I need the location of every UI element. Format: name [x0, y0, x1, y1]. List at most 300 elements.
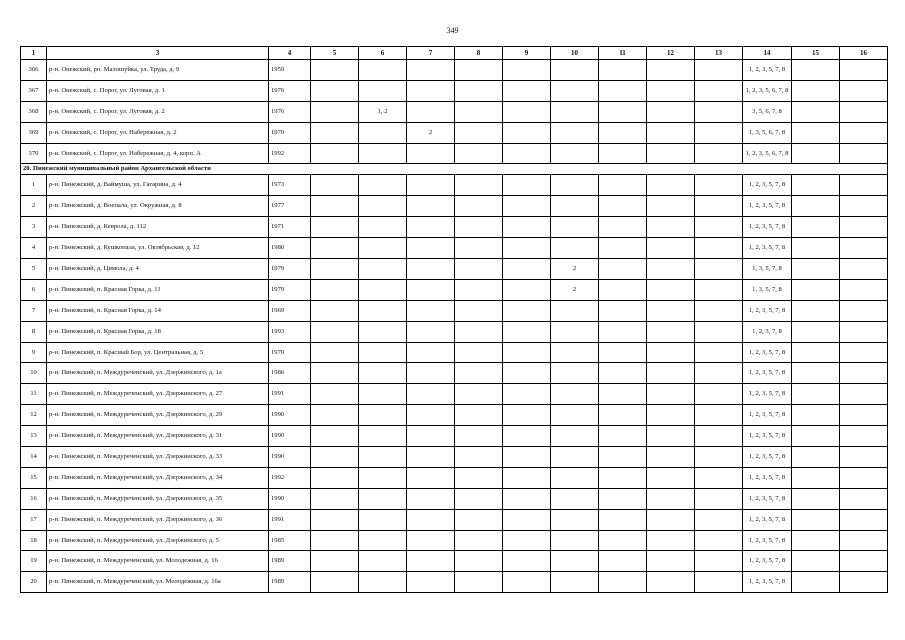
empty-cell [792, 426, 840, 447]
empty-cell [455, 196, 503, 217]
empty-cell [695, 426, 743, 447]
empty-cell [647, 122, 695, 143]
empty-cell [599, 426, 647, 447]
empty-cell [695, 363, 743, 384]
empty-cell [599, 447, 647, 468]
code-cell [551, 384, 599, 405]
code-cell [359, 122, 407, 143]
empty-cell [455, 384, 503, 405]
empty-cell [840, 572, 888, 593]
empty-cell [695, 551, 743, 572]
code-cell: 1, 2, 3, 5, 7, 8 [743, 447, 792, 468]
address-cell: р-н. Онежский, рп. Малошуйка, ул. Труда, д. 9 [47, 60, 269, 81]
empty-cell [455, 363, 503, 384]
empty-cell [792, 447, 840, 468]
code-cell: 1, 2, 3, 5, 7, 8 [743, 405, 792, 426]
address-cell: р-н. Пинежский, п. Междуреченский, ул. Молодежная, д. 16а [47, 572, 269, 593]
empty-cell [599, 488, 647, 509]
empty-cell [840, 384, 888, 405]
code-cell [359, 405, 407, 426]
empty-cell [840, 300, 888, 321]
year-cell: 1992 [269, 143, 311, 164]
code-cell [359, 467, 407, 488]
empty-cell [311, 572, 359, 593]
code-cell: 1, 2, 3, 5, 7, 8 [743, 530, 792, 551]
empty-cell [695, 238, 743, 259]
column-header: 13 [695, 47, 743, 60]
code-cell [359, 447, 407, 468]
address-cell: р-н. Пинежский, п. Междуреченский, ул. Дзержинского, д. 29 [47, 405, 269, 426]
table-row [21, 101, 888, 122]
empty-cell [792, 196, 840, 217]
empty-cell [840, 60, 888, 81]
empty-cell [647, 467, 695, 488]
empty-cell [599, 363, 647, 384]
code-cell: 1, 2, 3, 5, 7, 8 [743, 467, 792, 488]
year-cell: 1990 [269, 426, 311, 447]
column-header: 12 [647, 47, 695, 60]
empty-cell [455, 217, 503, 238]
empty-cell [455, 405, 503, 426]
empty-cell [840, 530, 888, 551]
code-cell [551, 509, 599, 530]
code-cell: 1, 2, 3, 5, 7, 8 [743, 488, 792, 509]
code-cell: 1, 2, 3, 5, 7, 8 [743, 60, 792, 81]
code-cell [551, 572, 599, 593]
empty-cell [840, 488, 888, 509]
empty-cell [599, 551, 647, 572]
empty-cell [840, 175, 888, 196]
empty-cell [455, 321, 503, 342]
address-cell: р-н. Пинежский, п. Междуреченский, ул. Дзержинского, д. 36 [47, 509, 269, 530]
code-cell: 1, 2, 3, 5, 7, 8 [743, 175, 792, 196]
row-number: 13 [21, 426, 47, 447]
address-cell: р-н. Онежский, с. Порог, ул. Набережная, д. 4, корп. А [47, 143, 269, 164]
empty-cell [840, 363, 888, 384]
code-cell: 1, 2, 3, 5, 7, 8 [743, 363, 792, 384]
address-cell: р-н. Пинежский, п. Междуреченский, ул. Дзержинского, д. 33 [47, 447, 269, 468]
address-cell: р-н. Пинежский, д. Воепала, ул. Окружная, д. 8 [47, 196, 269, 217]
row-number: 10 [21, 363, 47, 384]
code-cell [359, 509, 407, 530]
code-cell: 1, 3, 5, 6, 7, 8 [743, 122, 792, 143]
address-cell: р-н. Пинежский, д. Кушкопала, ул. Октябрьская, д. 12 [47, 238, 269, 259]
code-cell [359, 384, 407, 405]
empty-cell [503, 101, 551, 122]
code-cell: 1, 2, 3, 5, 7, 8 [743, 426, 792, 447]
code-cell [407, 80, 455, 101]
empty-cell [599, 238, 647, 259]
code-cell [359, 80, 407, 101]
code-cell [359, 321, 407, 342]
empty-cell [792, 342, 840, 363]
column-header: 16 [840, 47, 888, 60]
empty-cell [792, 217, 840, 238]
empty-cell [695, 467, 743, 488]
empty-cell [840, 143, 888, 164]
empty-cell [599, 122, 647, 143]
empty-cell [503, 279, 551, 300]
empty-cell [792, 321, 840, 342]
table-row [21, 217, 888, 238]
empty-cell [792, 279, 840, 300]
row-number: 370 [21, 143, 47, 164]
empty-cell [792, 509, 840, 530]
row-number: 18 [21, 530, 47, 551]
empty-cell [599, 405, 647, 426]
empty-cell [647, 60, 695, 81]
empty-cell [647, 143, 695, 164]
column-header: 8 [455, 47, 503, 60]
code-cell [359, 196, 407, 217]
table-row [21, 488, 888, 509]
row-number: 1 [21, 175, 47, 196]
year-cell: 1992 [269, 467, 311, 488]
table-header [21, 47, 888, 60]
empty-cell [503, 509, 551, 530]
empty-cell [455, 530, 503, 551]
empty-cell [503, 447, 551, 468]
empty-cell [599, 342, 647, 363]
code-cell [407, 384, 455, 405]
empty-cell [792, 488, 840, 509]
table-row [21, 572, 888, 593]
code-cell [359, 342, 407, 363]
row-number: 12 [21, 405, 47, 426]
address-cell: р-н. Пинежский, п. Междуреченский, ул. Дзержинского, д. 31 [47, 426, 269, 447]
code-cell [551, 217, 599, 238]
empty-cell [840, 101, 888, 122]
empty-cell [695, 80, 743, 101]
column-header: 11 [599, 47, 647, 60]
code-cell [359, 259, 407, 280]
table-row [21, 363, 888, 384]
empty-cell [647, 217, 695, 238]
empty-cell [455, 175, 503, 196]
empty-cell [503, 80, 551, 101]
table-row [21, 405, 888, 426]
code-cell [407, 405, 455, 426]
empty-cell [695, 279, 743, 300]
empty-cell [311, 122, 359, 143]
empty-cell [840, 279, 888, 300]
empty-cell [792, 101, 840, 122]
code-cell [359, 60, 407, 81]
code-cell [551, 321, 599, 342]
row-number: 15 [21, 467, 47, 488]
row-number: 9 [21, 342, 47, 363]
code-cell [551, 342, 599, 363]
code-cell [407, 488, 455, 509]
column-header: 10 [551, 47, 599, 60]
table-row [21, 321, 888, 342]
table-row [21, 509, 888, 530]
empty-cell [695, 342, 743, 363]
empty-cell [792, 300, 840, 321]
code-cell [407, 60, 455, 81]
address-cell: р-н. Пинежский, п. Красная Горка, д. 14 [47, 300, 269, 321]
empty-cell [311, 447, 359, 468]
empty-cell [695, 530, 743, 551]
empty-cell [455, 101, 503, 122]
empty-cell [647, 342, 695, 363]
code-cell [551, 60, 599, 81]
row-number: 7 [21, 300, 47, 321]
code-cell: 2 [551, 279, 599, 300]
address-cell: р-н. Пинежский, п. Красная Горка, д. 18 [47, 321, 269, 342]
empty-cell [792, 530, 840, 551]
empty-cell [311, 175, 359, 196]
table-row [21, 530, 888, 551]
empty-cell [840, 447, 888, 468]
address-cell: р-н. Пинежский, п. Красный Бор, ул. Центральная, д. 5 [47, 342, 269, 363]
empty-cell [599, 467, 647, 488]
table-row [21, 80, 888, 101]
code-cell: 1, 2, 3, 5, 7, 8 [743, 551, 792, 572]
empty-cell [311, 196, 359, 217]
empty-cell [455, 122, 503, 143]
empty-cell [647, 80, 695, 101]
empty-cell [792, 175, 840, 196]
empty-cell [695, 259, 743, 280]
code-cell [407, 551, 455, 572]
empty-cell [503, 175, 551, 196]
empty-cell [503, 384, 551, 405]
year-cell: 1990 [269, 488, 311, 509]
code-cell [359, 143, 407, 164]
year-cell: 1991 [269, 384, 311, 405]
empty-cell [503, 321, 551, 342]
empty-cell [599, 530, 647, 551]
empty-cell [599, 60, 647, 81]
empty-cell [503, 196, 551, 217]
empty-cell [840, 217, 888, 238]
code-cell [359, 175, 407, 196]
empty-cell [792, 238, 840, 259]
row-number: 3 [21, 217, 47, 238]
empty-cell [503, 426, 551, 447]
empty-cell [503, 530, 551, 551]
code-cell [407, 259, 455, 280]
empty-cell [647, 259, 695, 280]
empty-cell [695, 572, 743, 593]
empty-cell [695, 509, 743, 530]
empty-cell [503, 342, 551, 363]
year-cell: 1959 [269, 60, 311, 81]
column-header: 6 [359, 47, 407, 60]
empty-cell [455, 80, 503, 101]
code-cell: 1, 2, 3, 5, 7, 8 [743, 384, 792, 405]
empty-cell [455, 488, 503, 509]
address-cell: р-н. Пинежский, п. Междуреченский, ул. Дзержинского, д. 1а [47, 363, 269, 384]
column-header: 5 [311, 47, 359, 60]
code-cell: 3, 5, 6, 7, 8 [743, 101, 792, 122]
empty-cell [792, 122, 840, 143]
address-cell: р-н. Пинежский, д. Цимола, д. 4 [47, 259, 269, 280]
code-cell: 1, 2, 3, 5, 7, 8 [743, 572, 792, 593]
empty-cell [599, 300, 647, 321]
address-cell: р-н. Пинежский, п. Междуреченский, ул. Молодежная, д. 16 [47, 551, 269, 572]
empty-cell [840, 238, 888, 259]
code-cell [407, 509, 455, 530]
empty-cell [840, 259, 888, 280]
year-cell: 1969 [269, 300, 311, 321]
empty-cell [311, 60, 359, 81]
code-cell: 1, 2, 3, 7, 8 [743, 321, 792, 342]
empty-cell [455, 426, 503, 447]
table-row [21, 196, 888, 217]
code-cell [359, 488, 407, 509]
empty-cell [840, 467, 888, 488]
code-cell [359, 363, 407, 384]
table-row [21, 384, 888, 405]
code-cell [359, 572, 407, 593]
empty-cell [695, 405, 743, 426]
row-number: 4 [21, 238, 47, 259]
year-cell: 1993 [269, 321, 311, 342]
empty-cell [455, 143, 503, 164]
code-cell [407, 572, 455, 593]
empty-cell [695, 175, 743, 196]
code-cell [407, 426, 455, 447]
code-cell: 1, 3, 5, 7, 8 [743, 279, 792, 300]
row-number: 368 [21, 101, 47, 122]
code-cell [359, 300, 407, 321]
code-cell [407, 342, 455, 363]
code-cell [407, 321, 455, 342]
year-cell: 1976 [269, 80, 311, 101]
row-number: 20 [21, 572, 47, 593]
empty-cell [599, 279, 647, 300]
empty-cell [840, 321, 888, 342]
code-cell [407, 143, 455, 164]
address-cell: р-н. Пинежский, п. Красная Горка, д. 11 [47, 279, 269, 300]
empty-cell [647, 509, 695, 530]
empty-cell [840, 509, 888, 530]
year-cell: 1990 [269, 405, 311, 426]
row-number: 16 [21, 488, 47, 509]
empty-cell [599, 175, 647, 196]
table-row [21, 259, 888, 280]
address-cell: р-н. Онежский, с. Порог, ул. Набережная, д. 2 [47, 122, 269, 143]
code-cell [551, 426, 599, 447]
address-cell: р-н. Онежский, с. Порог, ул. Луговая, д. 2 [47, 101, 269, 122]
empty-cell [503, 60, 551, 81]
empty-cell [599, 384, 647, 405]
year-cell: 1976 [269, 101, 311, 122]
empty-cell [311, 551, 359, 572]
empty-cell [840, 405, 888, 426]
column-header: 7 [407, 47, 455, 60]
code-cell [551, 551, 599, 572]
row-number: 369 [21, 122, 47, 143]
column-header: 15 [792, 47, 840, 60]
code-cell: 1, 2, 3, 5, 6, 7, 8 [743, 80, 792, 101]
empty-cell [599, 101, 647, 122]
year-cell: 1979 [269, 259, 311, 280]
empty-cell [311, 488, 359, 509]
empty-cell [599, 196, 647, 217]
code-cell [551, 101, 599, 122]
empty-cell [647, 572, 695, 593]
code-cell [359, 279, 407, 300]
year-cell: 1979 [269, 279, 311, 300]
empty-cell [792, 551, 840, 572]
code-cell [407, 101, 455, 122]
code-cell [407, 300, 455, 321]
empty-cell [695, 143, 743, 164]
address-cell: р-н. Пинежский, п. Междуреченский, ул. Дзержинского, д. 27 [47, 384, 269, 405]
empty-cell [455, 279, 503, 300]
empty-cell [503, 300, 551, 321]
code-cell [407, 196, 455, 217]
code-cell [551, 467, 599, 488]
empty-cell [599, 143, 647, 164]
empty-cell [503, 143, 551, 164]
column-header: 3 [47, 47, 269, 60]
empty-cell [503, 122, 551, 143]
table-row [21, 238, 888, 259]
empty-cell [311, 321, 359, 342]
code-cell [551, 363, 599, 384]
empty-cell [599, 80, 647, 101]
empty-cell [311, 467, 359, 488]
empty-cell [503, 405, 551, 426]
empty-cell [647, 175, 695, 196]
empty-cell [503, 467, 551, 488]
section-title: 20. Пинежский муниципальный район Архангельской области [21, 164, 888, 175]
empty-cell [311, 342, 359, 363]
table-body [21, 60, 888, 593]
code-cell: 1, 2, 3, 5, 7, 8 [743, 342, 792, 363]
empty-cell [647, 551, 695, 572]
code-cell: 2 [407, 122, 455, 143]
empty-cell [455, 551, 503, 572]
empty-cell [695, 300, 743, 321]
empty-cell [503, 217, 551, 238]
address-cell: р-н. Пинежский, п. Междуреченский, ул. Дзержинского, д. 34 [47, 467, 269, 488]
table-row [21, 143, 888, 164]
row-number: 367 [21, 80, 47, 101]
column-header: 4 [269, 47, 311, 60]
code-cell [551, 196, 599, 217]
code-cell [407, 467, 455, 488]
empty-cell [311, 509, 359, 530]
empty-cell [455, 467, 503, 488]
row-number: 5 [21, 259, 47, 280]
code-cell: 1, 2, 3, 5, 7, 8 [743, 509, 792, 530]
empty-cell [647, 300, 695, 321]
empty-cell [599, 217, 647, 238]
empty-cell [647, 238, 695, 259]
code-cell: 1, 2, 3, 5, 6, 7, 8 [743, 143, 792, 164]
year-cell: 1989 [269, 551, 311, 572]
empty-cell [599, 572, 647, 593]
row-number: 19 [21, 551, 47, 572]
code-cell: 1, 2, 3, 5, 7, 8 [743, 196, 792, 217]
code-cell: 1, 3, 5, 7, 8 [743, 259, 792, 280]
empty-cell [455, 509, 503, 530]
empty-cell [455, 572, 503, 593]
code-cell [551, 238, 599, 259]
empty-cell [503, 238, 551, 259]
column-header: 1 [21, 47, 47, 60]
year-cell: 1985 [269, 530, 311, 551]
code-cell [359, 551, 407, 572]
code-cell [551, 175, 599, 196]
empty-cell [695, 488, 743, 509]
code-cell [551, 405, 599, 426]
